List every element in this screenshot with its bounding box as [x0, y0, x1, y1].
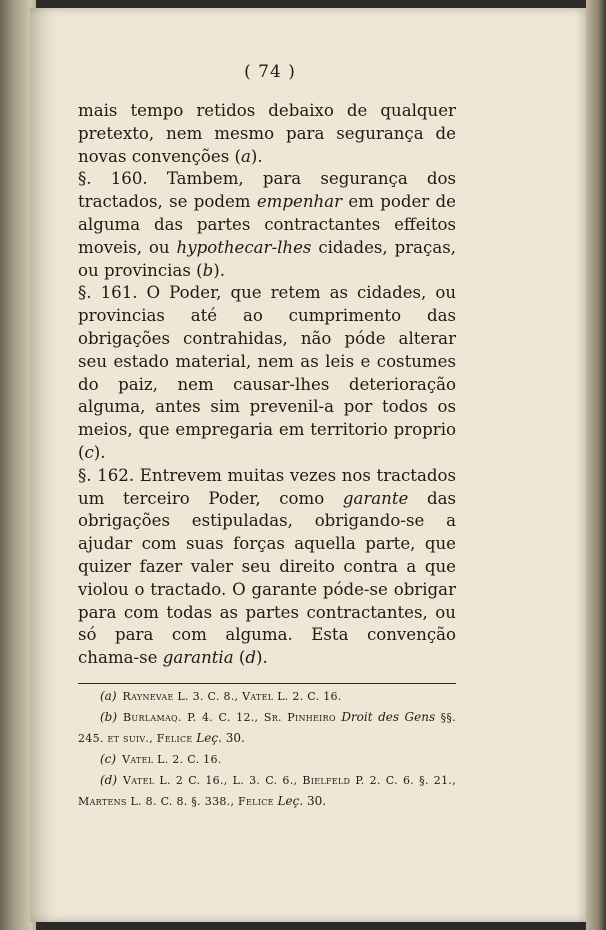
footnote-divider [78, 683, 456, 684]
footnote-b: (b) Burlamaq. P. 4. C. 12., Sr. Pinheiro Droit des Gens §§. 245. et suiv., Felice Leç. 30. [78, 710, 456, 745]
section-label: §. 162. [78, 465, 135, 485]
section-label: §. 160. [78, 169, 148, 189]
section-label: §. 161. [78, 283, 138, 303]
paragraph-section-161: §. 161. O Poder, que retem as cidades, ou provincias até ao cumprimento das obrigações contrahidas, não póde alterar seu estado material, nem as leis e costumes do paiz, nem causar-lhes deterioração alguma, antes sim prevenil-a por todos os meios, que empregaria em territorio proprio (c). [78, 283, 457, 462]
paragraph-section-160: §. 160. Tambem, para segurança dos tractados, se podem empenhar em poder de alguma das partes contractantes effeitos moveis, ou hypothecar-lhes cidades, praças, ou provincias (b). [78, 169, 457, 280]
footnote-c: (c) Vatel L. 2. C. 16. [100, 752, 222, 766]
page-edge-shadow [586, 0, 606, 930]
paragraph-section-162: §. 162. Entrevem muitas vezes nos tractados um terceiro Poder, como garante das obrigações estipuladas, obrigando-se a ajudar com suas forças aquella parte, que quizer fazer valer seu direito contra a que violou o tractado. O garante póde-se obrigar para com todas as partes contractantes, ou só para com alguma. Esta convenção chama-se garantia (d). [78, 465, 456, 668]
footnote-a: (a) Raynevae L. 3. C. 8., Vatel L. 2. C. 16. [100, 689, 342, 703]
page-number: ( 74 ) [244, 62, 296, 82]
footnotes [78, 686, 456, 812]
paragraph-continuation: mais tempo retidos debaixo de qualquer pretexto, nem mesmo para segurança de novas convenções (a). [78, 101, 456, 166]
footnote-d: (d) Vatel L. 2 C. 16., L. 3. C. 6., Bielfeld P. 2. C. 6. §. 21., Martens L. 8. C. 8. §. 338., Felice Leç. 30. [78, 773, 456, 808]
body-text [78, 100, 456, 670]
